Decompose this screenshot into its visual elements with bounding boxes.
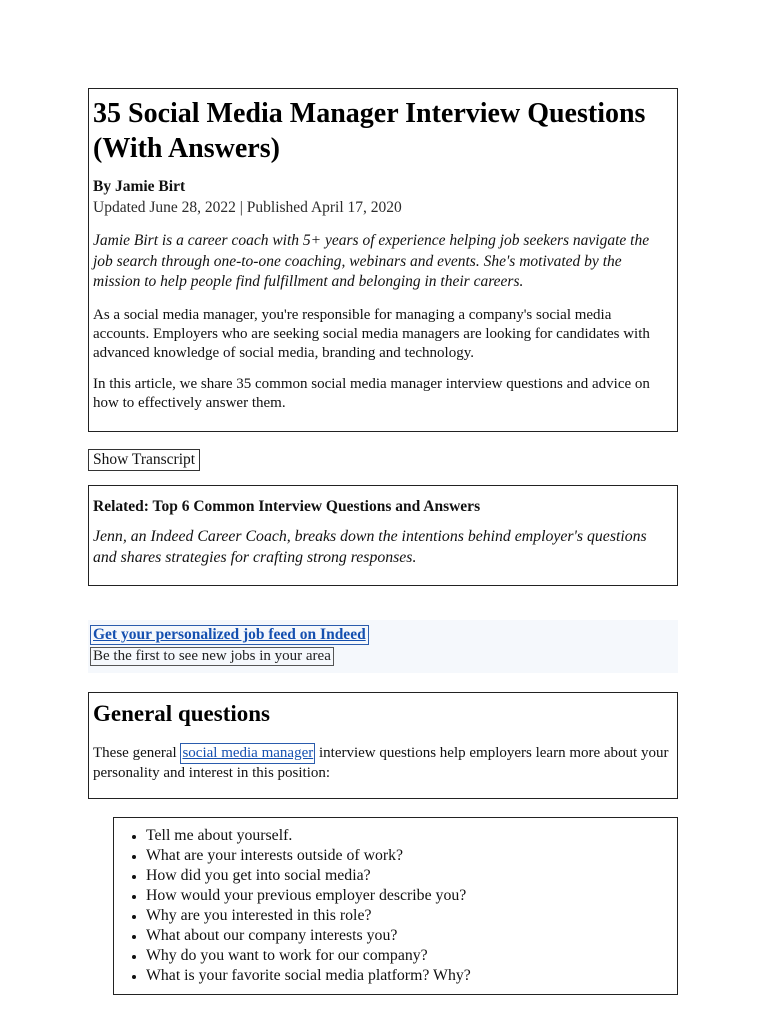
section-heading: General questions	[93, 700, 270, 726]
list-item: • What is your favorite social media platform? Why?	[146, 966, 669, 986]
article-header-box	[88, 88, 678, 432]
section-intro	[93, 743, 669, 784]
intro-paragraph-2: In this article, we share 35 common social media manager interview questions and advice on how to effectively answer them.	[93, 376, 650, 412]
questions-list-box	[113, 817, 678, 995]
questions-list	[114, 826, 669, 986]
author-bio: Jamie Birt is a career coach with 5+ years of experience helping job seekers navigate the job search through one-to-one coaching, webinars and events. She's motivated by the mission to help people find fulfillment and belonging in their careers.	[93, 232, 650, 290]
byline: By Jamie Birt	[93, 178, 186, 196]
list-item: • Why are you interested in this role?	[146, 906, 669, 926]
article-content	[88, 88, 678, 995]
list-item: • Tell me about yourself.	[146, 826, 669, 846]
related-heading: Related: Top 6 Common Interview Questions and Answers	[93, 498, 481, 516]
job-feed-subtext: Be the first to see new jobs in your area	[90, 647, 334, 666]
job-feed-banner	[88, 620, 678, 673]
related-video-box	[88, 485, 678, 586]
general-questions-section	[88, 692, 678, 799]
list-item: • What about our company interests you?	[146, 926, 669, 946]
section-intro-before: These general	[93, 744, 181, 761]
list-item: • How would your previous employer describe you?	[146, 886, 669, 906]
page-title: 35 Social Media Manager Interview Questions (With Answers)	[93, 98, 646, 164]
dateline: Updated June 28, 2022 | Published April 17, 2020	[93, 199, 402, 217]
job-feed-link[interactable]: Get your personalized job feed on Indeed	[90, 625, 369, 645]
list-item: • Why do you want to work for our company?	[146, 946, 669, 966]
section-intro-after: interview questions help employers learn more about your personality and interest in this position:	[93, 744, 669, 782]
list-item: • What are your interests outside of work?	[146, 846, 669, 866]
show-transcript-button[interactable]: Show Transcript	[88, 449, 200, 471]
list-item: • How did you get into social media?	[146, 866, 669, 886]
social-media-manager-link[interactable]: social media manager	[180, 743, 315, 765]
intro-paragraph-1: As a social media manager, you're responsible for managing a company's social media accounts. Employers who are seeking social media managers are looking for candidates with advanced knowledge of social media, branding and technology.	[93, 306, 650, 361]
related-description: Jenn, an Indeed Career Coach, breaks down the intentions behind employer's questions and shares strategies for crafting strong responses.	[93, 528, 647, 567]
